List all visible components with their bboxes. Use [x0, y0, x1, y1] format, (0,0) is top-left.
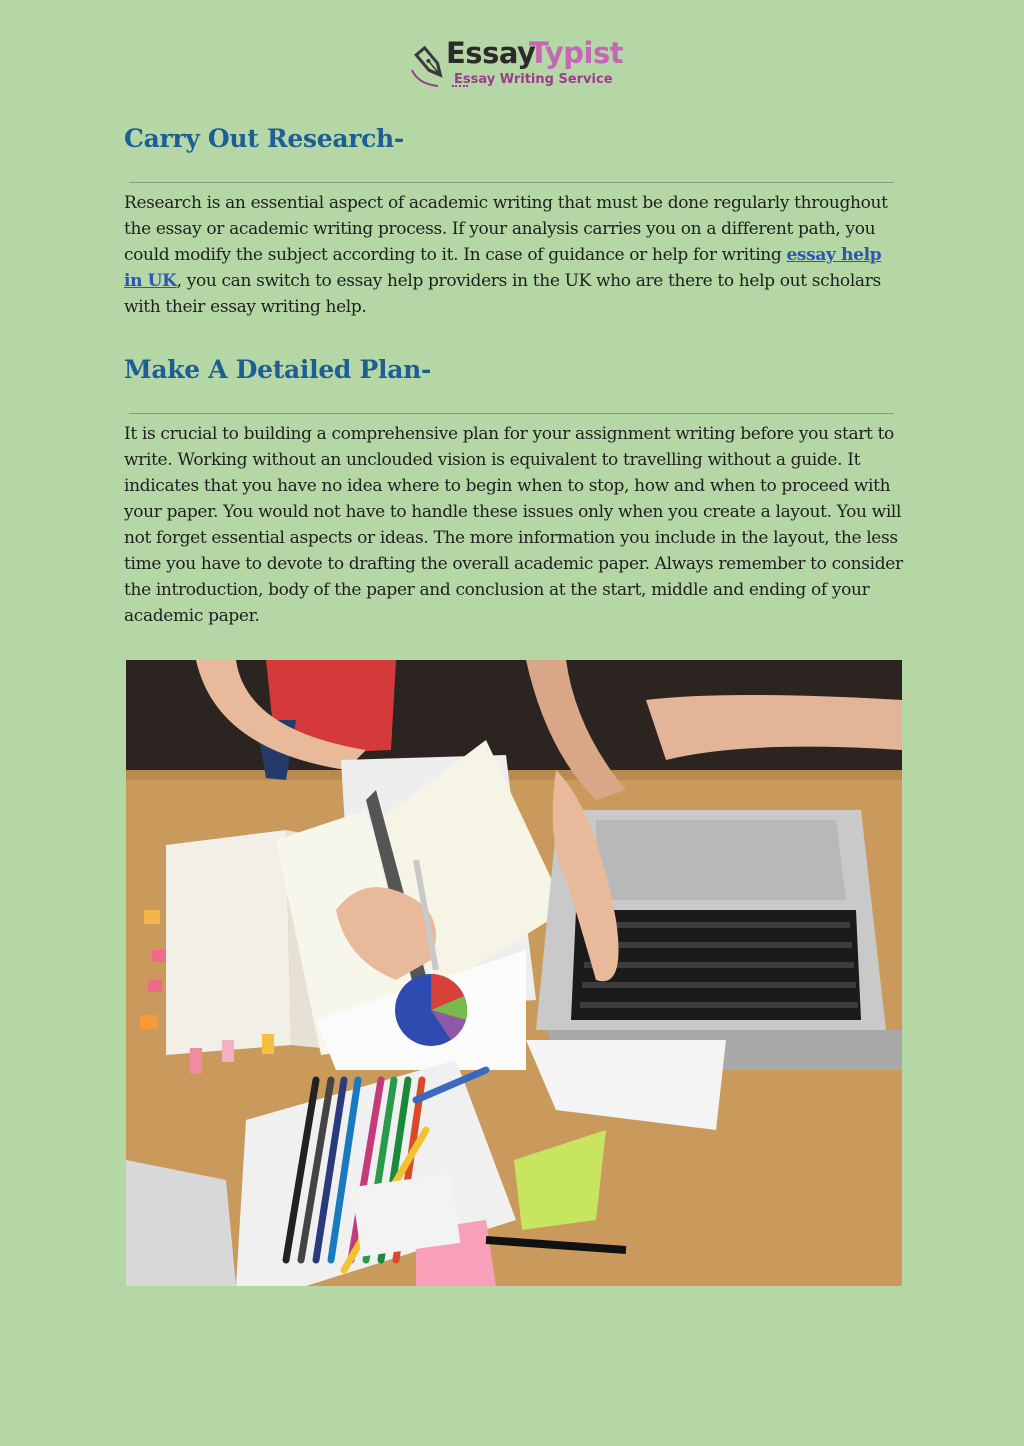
essay-help-link[interactable]: essay help in UK	[124, 245, 882, 291]
logo-word-essay: Essay	[446, 36, 536, 70]
section-heading-plan: Make A Detailed Plan-	[124, 355, 432, 384]
research-text-start: Research is an essential aspect of academic writing that must be done regularly throughout the essay or academic writing process. If your analysis carries you on a different path, you could modify the subject according to it. In case of guidance or help for writing	[124, 193, 888, 265]
section-divider	[129, 413, 894, 414]
logo[interactable]	[408, 36, 628, 92]
section-divider	[129, 182, 894, 183]
students-studying-photo	[126, 660, 902, 1286]
section-text-research	[124, 190, 904, 320]
research-text-end: , you can switch to essay help providers in the UK who are there to help out scholars with their essay writing help.	[124, 271, 881, 317]
section-text-plan: It is crucial to building a comprehensive plan for your assignment writing before you start to write. Working without an unclouded vision is equivalent to travelling without a guide. It indicates that you have no idea where to begin when to stop, how and when to proceed with your paper. You would not have to handle these issues only when you create a layout. You will not forget essential aspects or ideas. The more information you include in the layout, the less time you have to devote to drafting the overall academic paper. Always remember to consider the introduction, body of the paper and conclusion at the start, middle and ending of your academic paper.	[124, 424, 903, 626]
logo-word-typist: Typist	[529, 36, 624, 70]
section-heading-research: Carry Out Research-	[124, 124, 404, 153]
logo-tagline: Essay Writing Service	[454, 72, 613, 87]
